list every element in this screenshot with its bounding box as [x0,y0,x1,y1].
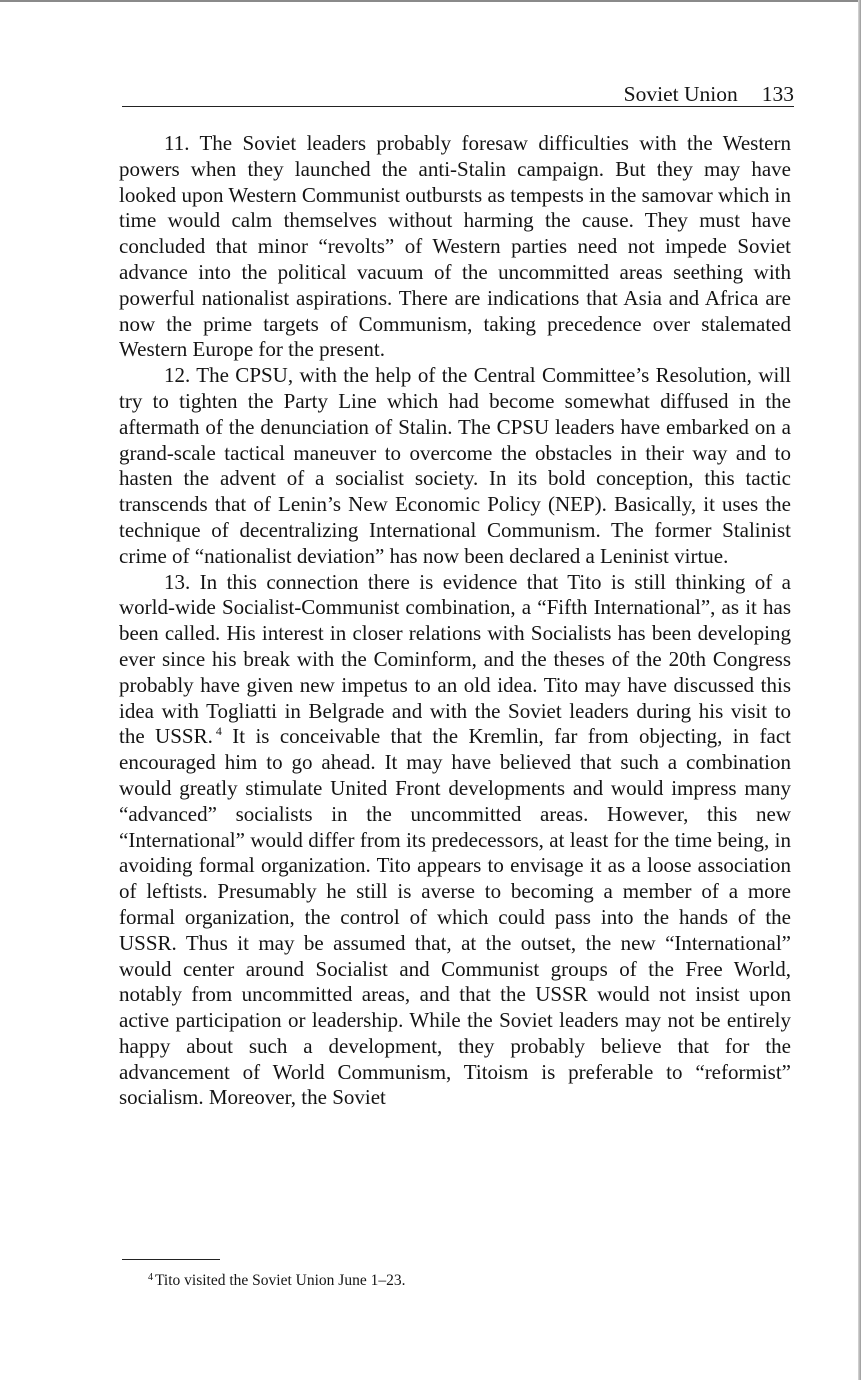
page-number: 133 [761,82,794,106]
footnote-rule [122,1259,220,1260]
running-head [122,82,794,107]
footnote-mark: 4 [148,1272,153,1283]
footnote-text: Tito visited the Soviet Union June 1–23. [155,1272,406,1289]
body-text [119,131,791,1111]
paragraph-13-part-1: 13. In this connection there is evidence that Tito is still thinking of a world-wide Socialist-Communist combination, a “Fifth International”, as it has been called. His interest in closer relations with Socialists has been developing ever since his break with the Cominform, and the theses of the 20th Congress probably have given new impetus to an old idea. Tito may have discussed this idea with Togliatti in Belgrade and with the Soviet leaders during his visit to the USSR. [119,569,791,749]
paragraph-13 [119,570,791,1112]
footnote [148,1268,788,1291]
paragraph-11: 11. The Soviet leaders probably foresaw difficulties with the Western powers when they launched the anti-Stalin campaign. But they may have looked upon Western Communist outbursts as tempests in the samovar which in time would calm themselves without harming the cause. They must have concluded that minor “revolts” of Western parties need not impede Soviet advance into the political vacuum of the uncommitted areas seething with powerful nationalist aspirations. There are indications that Asia and Africa are now the prime targets of Communism, taking precedence over stalemated Western Europe for the present. [119,131,791,362]
paragraph-13-part-2: It is conceivable that the Kremlin, far from objecting, in fact encouraged him to go ahead. It may have believed that such a combination would greatly stimulate United Front developments and would impress many “advanced” socialists in the uncommitted areas. However, this new “International” would differ from its predecessors, at least for the time being, in avoiding formal organization. Tito appears to envisage it as a loose association of leftists. Presumably he still is averse to becoming a member of a more formal organization, the control of which could pass into the hands of the USSR. Thus it may be assumed that, at the outset, the new “International” would center around Socialist and Communist groups of the Free World, notably from uncommitted areas, and that the USSR would not insist upon active participation or leadership. While the Soviet leaders may not be entirely happy about such a development, they probably believe that for the advancement of World Communism, Titoism is preferable to “reformist” socialism. Moreover, the Soviet [119,724,792,1110]
page-top-edge [0,0,861,2]
footnote-reference: 4 [215,724,222,739]
running-head-title: Soviet Union [623,82,738,106]
paragraph-12: 12. The CPSU, with the help of the Central Committee’s Resolution, will try to tighten the Party Line which had become somewhat diffused in the aftermath of the denunciation of Stalin. The CPSU leaders have embarked on a grand-scale tactical maneuver to overcome the obstacles in their way and to hasten the advent of a socialist society. In its bold conception, this tactic transcends that of Lenin’s New Economic Policy (NEP). Basically, it uses the technique of decentralizing International Communism. The former Stalinist crime of “nationalist deviation” has now been declared a Leninist virtue. [119,363,791,568]
